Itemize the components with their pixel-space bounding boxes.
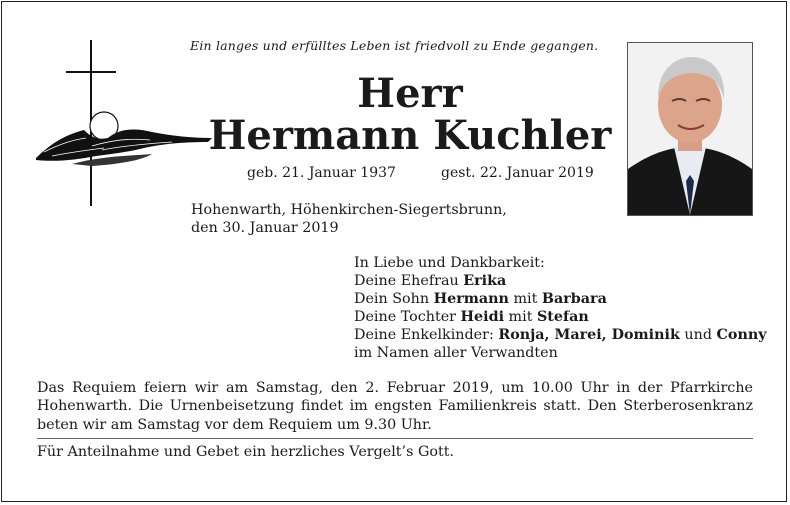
requiem-notice: Das Requiem feiern wir am Samstag, den 2. Februar 2019, um 10.00 Uhr in der Pfarrkirche Hohenwarth. Die Urnenbeisetzung findet im engsten Familienkreis statt. Den Sterberosenkranz beten wir am Samstag vor dem Requiem um 9.30 Uhr. bbox=[37, 380, 753, 433]
salutation: Herr bbox=[357, 70, 463, 117]
family-wife: Deine Ehefrau Erika bbox=[354, 273, 507, 289]
deceased-name: Hermann Kuchler bbox=[208, 112, 612, 159]
death-date: gest. 22. Januar 2019 bbox=[441, 165, 594, 181]
motto-text: Ein langes und erfülltes Leben ist friedvoll zu Ende gegangen. bbox=[190, 38, 599, 53]
divider bbox=[37, 438, 753, 439]
family-intro: In Liebe und Dankbarkeit: bbox=[354, 255, 545, 271]
thanks-line: Für Anteilnahme und Gebet ein herzliches Vergelt’s Gott. bbox=[37, 444, 455, 460]
place-line: Hohenwarth, Höhenkirchen-Siegertsbrunn, bbox=[191, 202, 507, 218]
family-son: Dein Sohn Hermann mit Barbara bbox=[354, 291, 607, 307]
family-grandchildren: Deine Enkelkinder: Ronja, Marei, Dominik und Conny bbox=[354, 327, 767, 343]
date-line: den 30. Januar 2019 bbox=[191, 220, 339, 236]
portrait-photo bbox=[627, 42, 753, 216]
family-list bbox=[354, 254, 767, 362]
family-daughter: Deine Tochter Heidi mit Stefan bbox=[354, 309, 589, 325]
birth-date: geb. 21. Januar 1937 bbox=[247, 165, 396, 181]
mountain-landscape-icon bbox=[32, 98, 217, 173]
place-and-date bbox=[191, 201, 507, 237]
family-closing: im Namen aller Verwandten bbox=[354, 345, 558, 361]
